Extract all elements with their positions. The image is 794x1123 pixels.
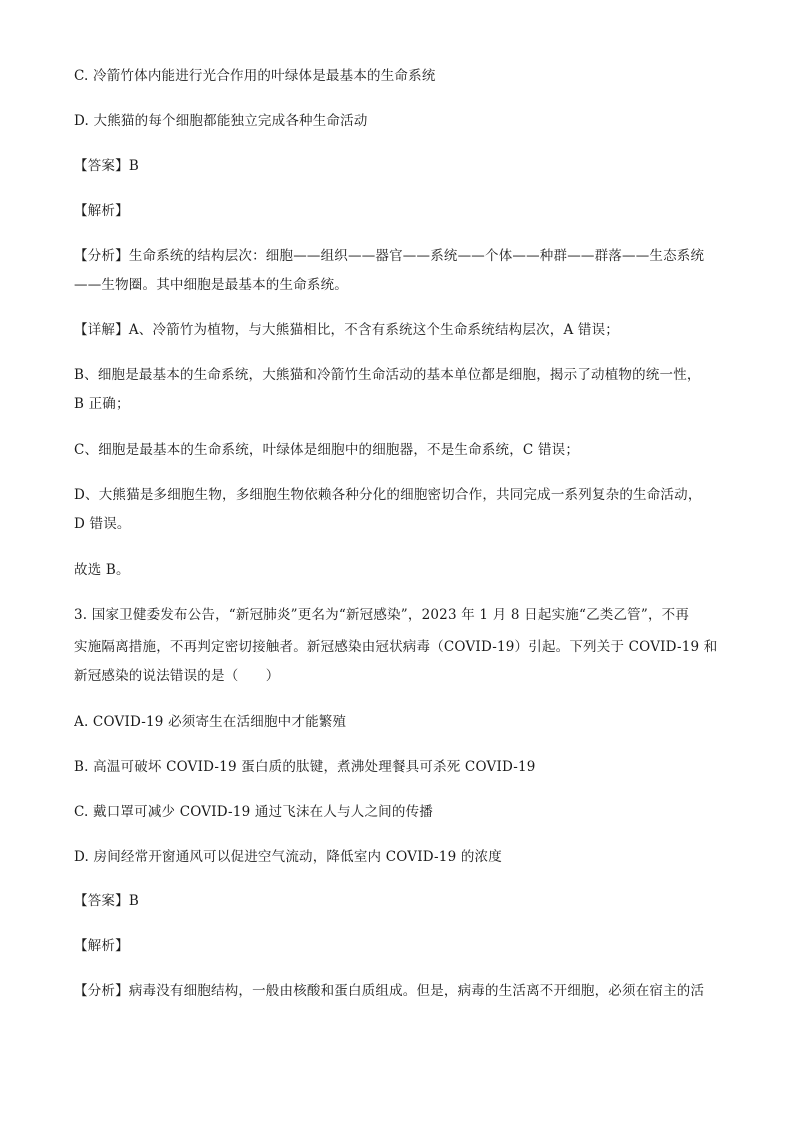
analysis-text: 生命系统的结构层次：细胞——组织——器官——系统——个体——种群——群落——生态系统	[128, 248, 705, 264]
q3-option-c: C. 戴口罩可减少 COVID-19 通过飞沫在人与人之间的传播	[74, 804, 433, 820]
detail-line-1	[74, 321, 724, 339]
q3-analysis-heading: 【解析】	[74, 938, 129, 954]
analysis-heading: 【解析】	[74, 203, 129, 219]
q3-answer-line	[74, 892, 724, 910]
conclusion-line: 故选 B。	[74, 562, 130, 578]
q3-analysis-line-1	[74, 982, 724, 1000]
detail-line-4: C、细胞是最基本的生命系统，叶绿体是细胞中的细胞器，不是生命系统，C 错误；	[74, 442, 580, 458]
detail-line-3: B 正确；	[74, 396, 130, 412]
answer-value: B	[128, 158, 139, 174]
answer-line	[74, 157, 724, 175]
q3-option-d: D. 房间经常开窗通风可以促进空气流动，降低室内 COVID-19 的浓度	[74, 849, 502, 865]
detail-text: A、冷箭竹为植物，与大熊猫相比，不含有系统这个生命系统结构层次，A 错误；	[128, 322, 620, 338]
q3-option-a: A. COVID-19 必须寄生在活细胞中才能繁殖	[74, 714, 347, 730]
analysis-tag: 【分析】	[74, 248, 129, 264]
analysis-line-1	[74, 247, 724, 265]
detail-line-6: D 错误。	[74, 516, 131, 532]
detail-line-5: D、大熊猫是多细胞生物，多细胞生物依赖各种分化的细胞密切合作，共同完成一系列复杂的生命活动，	[74, 487, 702, 503]
question-3-line-3: 新冠感染的说法错误的是（ ）	[74, 668, 280, 684]
question-3-line-2: 实施隔离措施，不再判定密切接触者。新冠感染由冠状病毒（COVID-19）引起。下列关于 COVID-19 和	[74, 639, 718, 655]
q3-answer-value: B	[128, 893, 139, 909]
q3-option-b: B. 高温可破坏 COVID-19 蛋白质的肽键，煮沸处理餐具可杀死 COVID-19	[74, 759, 536, 775]
option-c-line: C. 冷箭竹体内能进行光合作用的叶绿体是最基本的生命系统	[74, 68, 436, 84]
analysis-line-2: ——生物圈。其中细胞是最基本的生命系统。	[74, 277, 348, 293]
option-d-line: D. 大熊猫的每个细胞都能独立完成各种生命活动	[74, 113, 368, 129]
question-3-line-1: 3. 国家卫健委发布公告，“新冠肺炎”更名为“新冠感染”，2023 年 1 月 8 日起实施“乙类乙管”，不再	[74, 607, 690, 623]
q3-analysis-text: 病毒没有细胞结构，一般由核酸和蛋白质组成。但是，病毒的生活离不开细胞，必须在宿主的活	[128, 983, 705, 999]
detail-tag: 【详解】	[74, 322, 129, 338]
q3-answer-tag: 【答案】	[74, 893, 129, 909]
answer-tag: 【答案】	[74, 158, 129, 174]
q3-analysis-tag: 【分析】	[74, 983, 129, 999]
detail-line-2: B、细胞是最基本的生命系统，大熊猫和冷箭竹生命活动的基本单位都是细胞，揭示了动植物的统一性，	[74, 367, 701, 383]
